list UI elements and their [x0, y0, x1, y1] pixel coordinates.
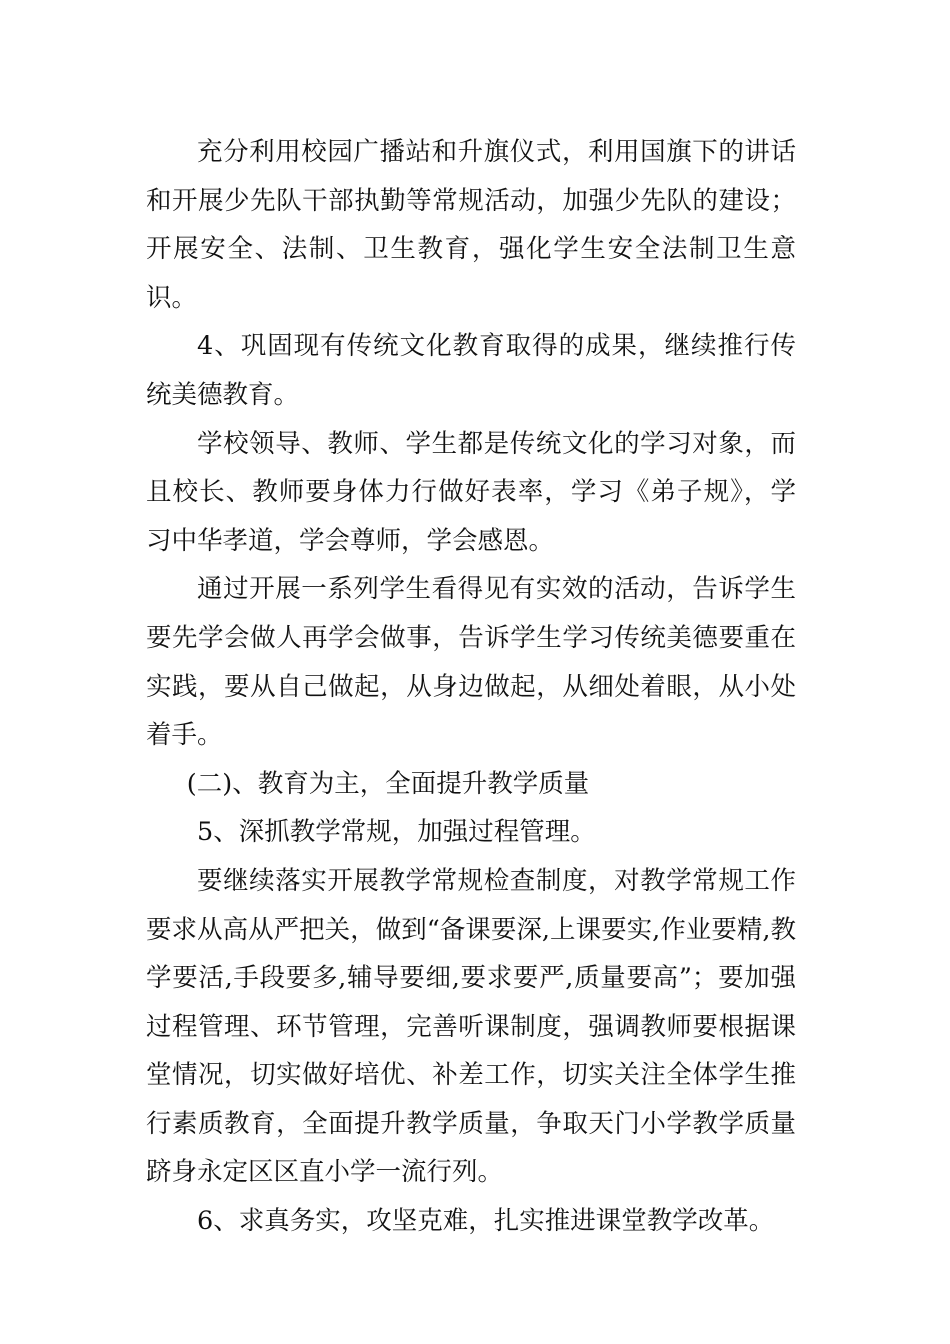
paragraph-broadcast-flag-ceremony: 充分利用校园广播站和升旗仪式，利用国旗下的讲话和开展少先队干部执勤等常规活动，加强少先队的建设；开展安全、法制、卫生教育，强化学生安全法制卫生意识。: [146, 137, 796, 313]
paragraph-item-5-heading: 5、深抓教学常规，加强过程管理。: [197, 817, 596, 848]
paragraph-item-4-heading: 4、巩固现有传统文化教育取得的成果，继续推行传统美德教育。: [146, 331, 796, 410]
paragraph-traditional-culture-learning: 学校领导、教师、学生都是传统文化的学习对象，而且校长、教师要身体力行做好表率，学习《弟子规》，学习中华孝道，学会尊师，学会感恩。: [146, 428, 796, 556]
document-body: [146, 128, 796, 1246]
section-heading-2: (二)、教育为主，全面提升教学质量: [186, 768, 590, 799]
paragraph-item-6-heading: 6、求真务实，攻坚克难，扎实推进课堂教学改革。: [197, 1206, 775, 1237]
paragraph-teaching-routine: 要继续落实开展教学常规检查制度，对教学常规工作要求从高从严把关，做到“备课要深,上课要实,作业要精,教学要活,手段要多,辅导要细,要求要严,质量要高”；要加强过程管理、环节管理，完善听课制度，强调教师要根据课堂情况，切实做好培优、补差工作，切实关注全体学生推行素质教育，全面提升教学质量，争取天门小学教学质量跻身永定区区直小学一流行列。: [146, 865, 796, 1188]
paragraph-activities-practice: 通过开展一系列学生看得见有实效的活动，告诉学生要先学会做人再学会做事，告诉学生学习传统美德要重在实践，要从自己做起，从身边做起，从细处着眼，从小处着手。: [146, 574, 796, 751]
